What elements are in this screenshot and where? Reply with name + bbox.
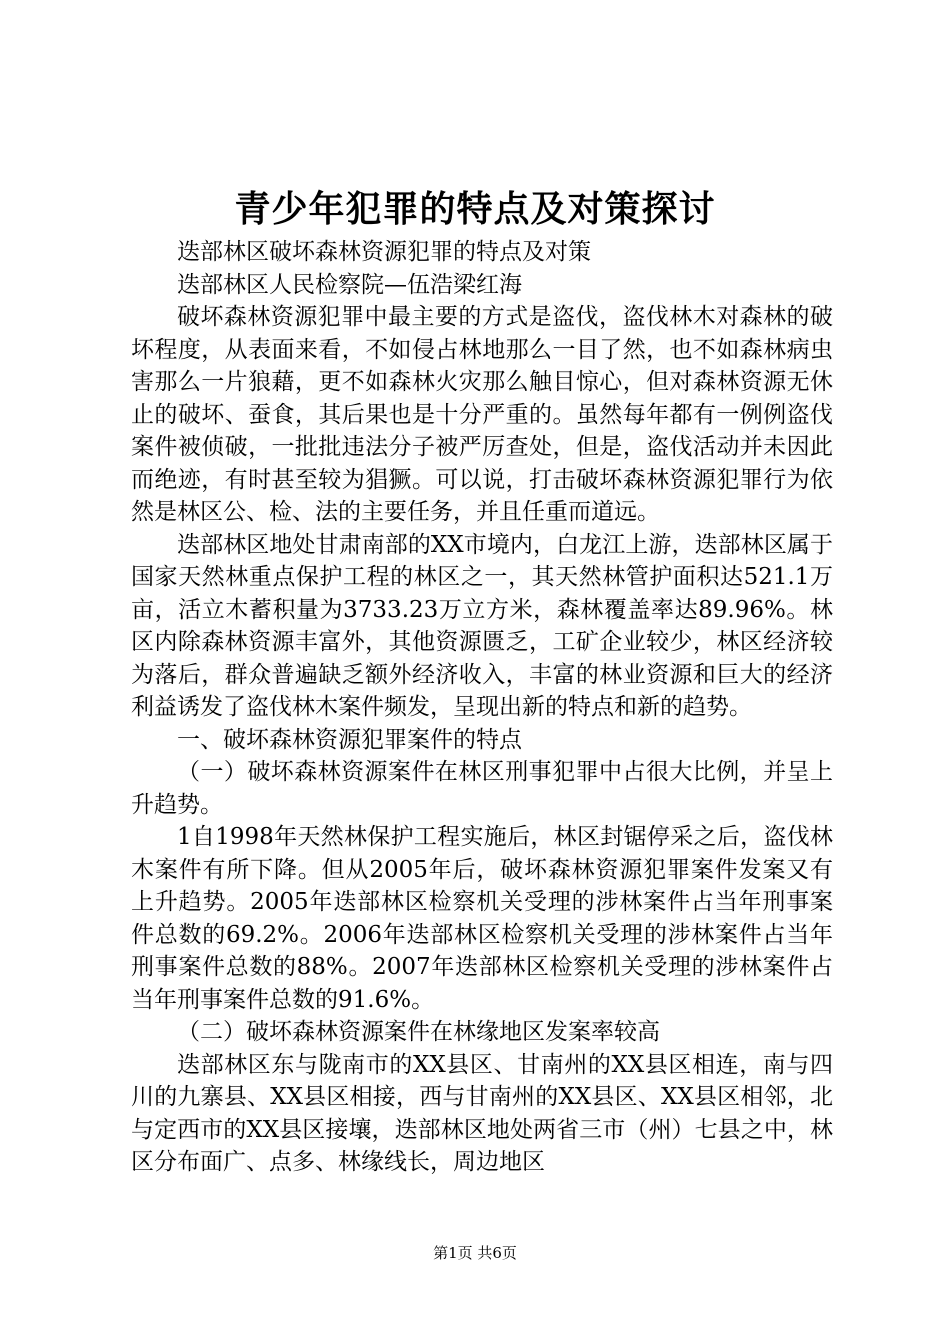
body-paragraph: 破坏森林资源犯罪中最主要的方式是盗伐，盗伐林木对森林的破坏程度，从表面来看，不如侵占林地那么一目了然，也不如森林病虫害那么一片狼藉，更不如森林火灾那么触目惊心，但对森林资源无休止的破坏、蚕食，其后果也是十分严重的。虽然每年都有一例例盗伐案件被侦破，一批批违法分子被严厉查处，但是，盗伐活动并未因此而绝迹，有时甚至较为猖獗。可以说，打击破坏森林资源犯罪行为依然是林区公、检、法的主要任务，并且任重而道远。 [131, 304, 833, 525]
page-number-footer: 第1页 共6页 [433, 1244, 517, 1262]
subsection-heading: （二）破坏森林资源案件在林缘地区发案率较高 [177, 1019, 660, 1045]
body-paragraph: 1自1998年天然林保护工程实施后，林区封锯停采之后，盗伐林木案件有所下降。但从2005年后，破坏森林资源犯罪案件发案又有上升趋势。2005年迭部林区检察机关受理的涉林案件占当年刑事案件总数的69.2%。2006年迭部林区检察机关受理的涉林案件占当年刑事案件总数的88%。2007年迭部林区检察机关受理的涉林案件占当年刑事案件总数的91.6%。 [131, 824, 833, 1013]
section-heading: 一、破坏森林资源犯罪案件的特点 [177, 726, 522, 753]
document-title: 青少年犯罪的特点及对策探讨 [234, 188, 716, 230]
body-paragraph: 迭部林区地处甘肃南部的XX市境内，白龙江上游，迭部林区属于国家天然林重点保护工程的林区之一，其天然林管护面积达521.1万亩，活立木蓄积量为3733.23万立方米，森林覆盖率达89.96%。林区内除森林资源丰富外，其他资源匮乏，工矿企业较少，林区经济较为落后，群众普遍缺乏额外经济收入，丰富的林业资源和巨大的经济利益诱发了盗伐林木案件频发，呈现出新的特点和新的趋势。 [131, 531, 833, 720]
document-body [131, 236, 833, 1179]
author-paragraph: 迭部林区人民检察院—伍浩梁红海 [177, 271, 522, 298]
subtitle-paragraph: 迭部林区破坏森林资源犯罪的特点及对策 [177, 239, 591, 265]
body-paragraph: 迭部林区东与陇南市的XX县区、甘南州的XX县区相连，南与四川的九寨县、XX县区相接，西与甘南州的XX县区、XX县区相邻，北与定西市的XX县区接壤，迭部林区地处两省三市（州）七县之中，林区分布面广、点多、林缘线长，周边地区 [131, 1051, 833, 1175]
subsection-heading: （一）破坏森林资源案件在林区刑事犯罪中占很大比例，并呈上升趋势。 [131, 759, 833, 818]
